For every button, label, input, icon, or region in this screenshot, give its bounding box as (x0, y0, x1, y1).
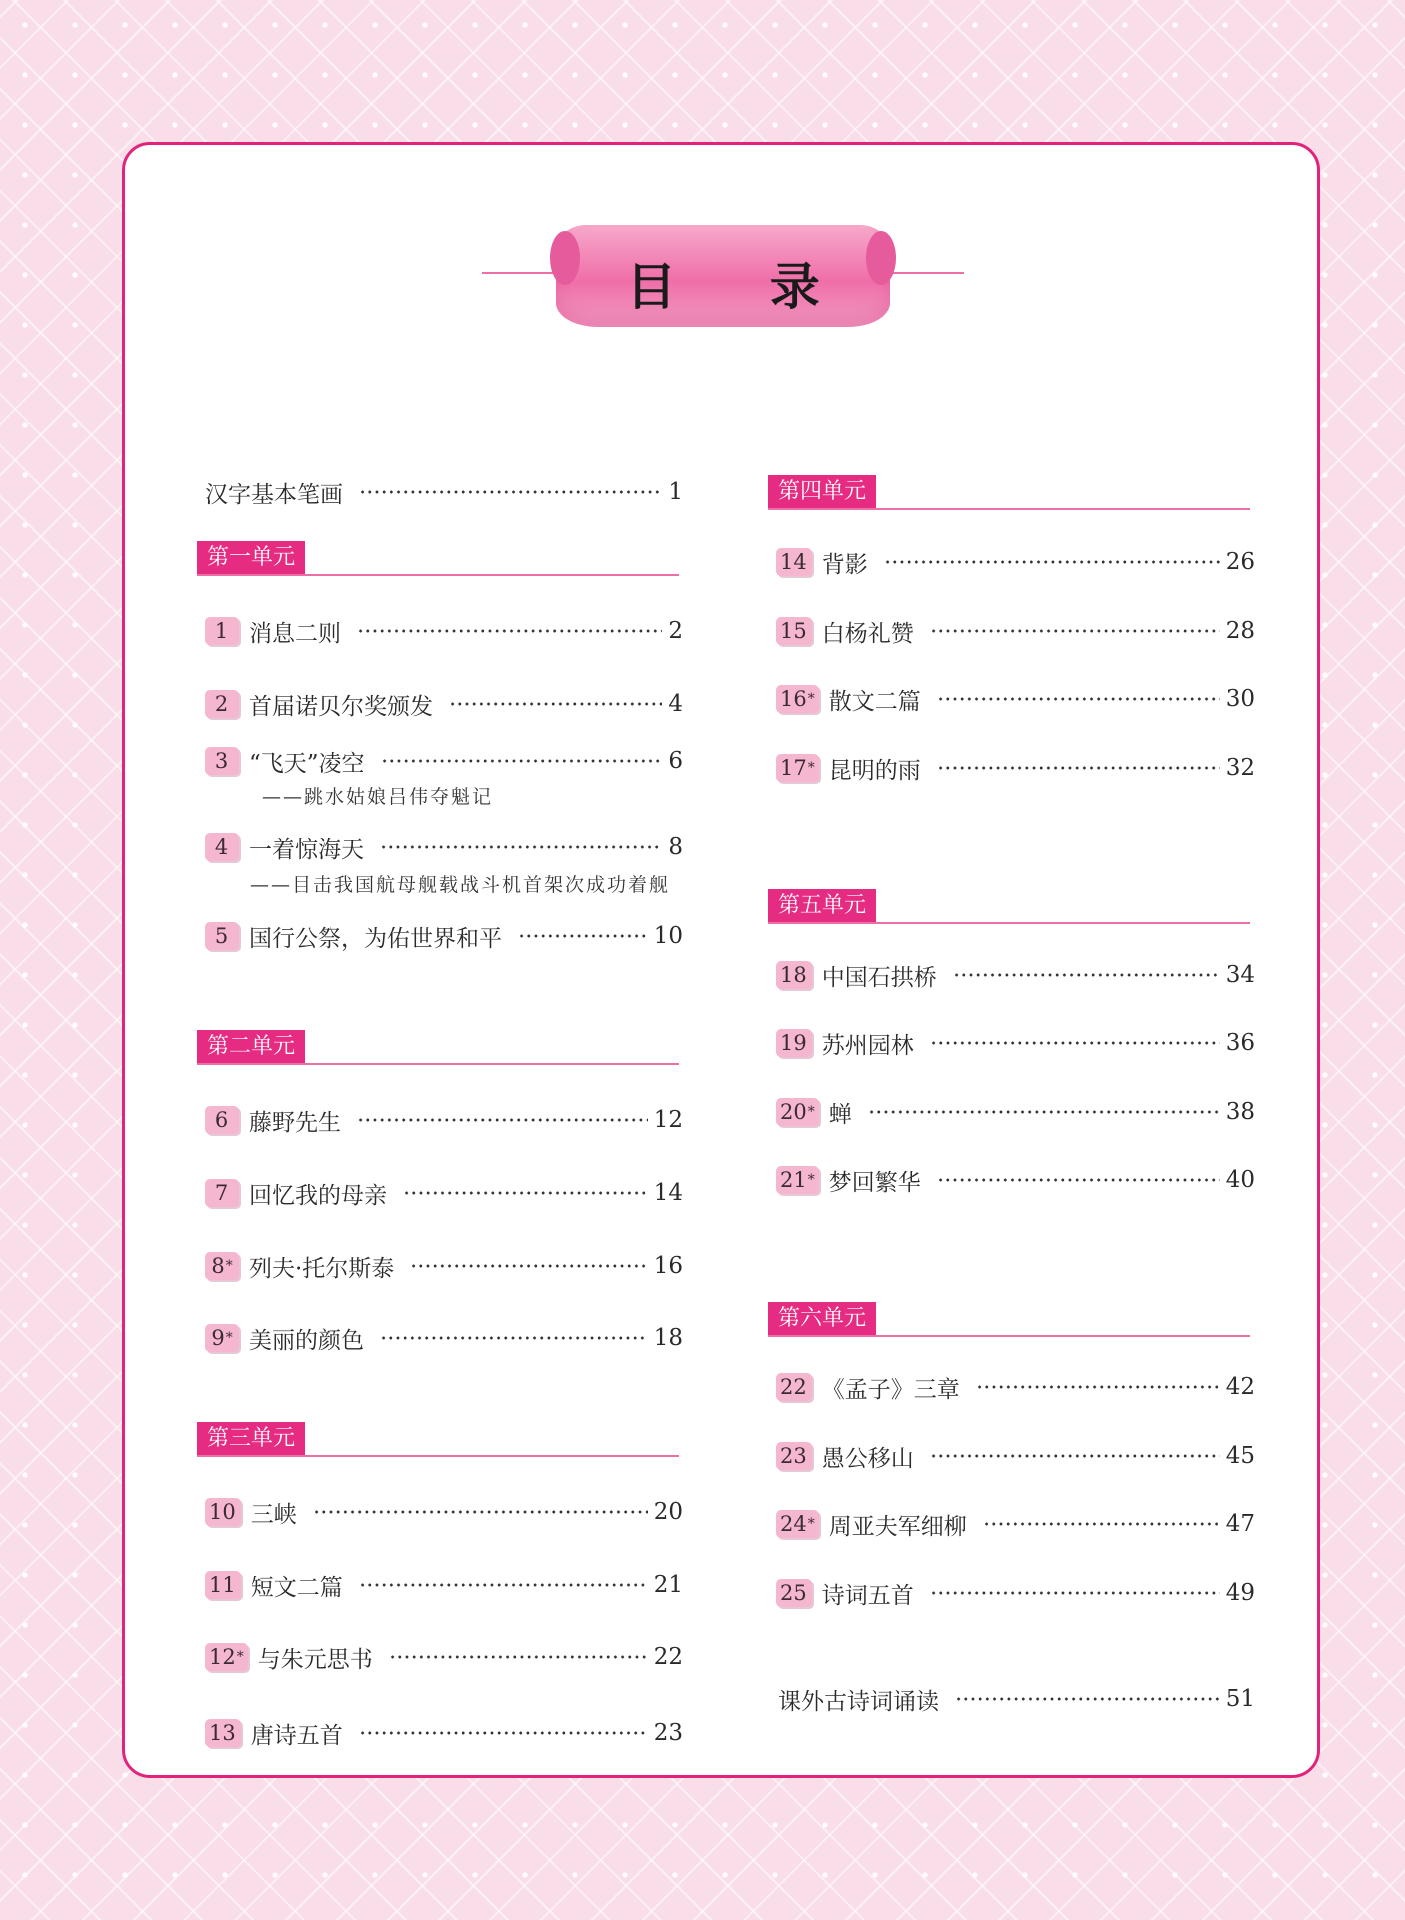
entry-title: 汉字基本笔画 (205, 481, 343, 508)
leader-dots (381, 759, 663, 763)
entry-page: 34 (1225, 962, 1255, 988)
entry-page: 51 (1225, 1686, 1255, 1712)
entry-title: 美丽的颜色 (249, 1327, 364, 1354)
entry-page: 40 (1225, 1167, 1255, 1193)
entry-page: 1 (668, 479, 683, 505)
entry-title: 愚公移山 (821, 1445, 914, 1472)
entry-title: 白杨礼赞 (821, 620, 914, 647)
toc-entry[interactable] (776, 1438, 1255, 1474)
leader-dots (313, 1510, 648, 1514)
unit-rule (768, 1335, 1250, 1337)
lesson-number-badge: 2 (205, 690, 239, 718)
entry-page: 21 (653, 1572, 683, 1598)
leader-dots (884, 560, 1220, 564)
lesson-number-badge: 14 (776, 548, 812, 576)
unit-label: 第五单元 (768, 889, 876, 923)
unit-label: 第六单元 (768, 1302, 876, 1336)
leader-dots (930, 1041, 1220, 1045)
unit-label: 第三单元 (197, 1422, 305, 1456)
toc-entry[interactable] (776, 1575, 1255, 1611)
lesson-number-badge: 18 (776, 961, 812, 989)
toc-entry[interactable] (205, 1102, 683, 1138)
lesson-number-badge: 4 (205, 833, 239, 861)
unit-label: 第四单元 (768, 475, 876, 509)
entry-title: 《孟子》三章 (821, 1376, 960, 1403)
unit-rule (197, 1455, 679, 1457)
toc-entry[interactable] (205, 686, 683, 722)
entry-page: 26 (1225, 549, 1255, 575)
unit-heading-4 (768, 475, 1250, 509)
entry-page: 18 (653, 1325, 683, 1351)
entry-title: 消息二则 (249, 620, 341, 647)
entry-page: 23 (653, 1720, 683, 1746)
leader-dots (930, 1591, 1220, 1595)
entry-page: 42 (1225, 1374, 1255, 1400)
toc-entry[interactable] (776, 1506, 1255, 1542)
unit-heading-1 (197, 541, 679, 575)
toc-entry-intro[interactable] (205, 474, 683, 510)
unit-heading-5 (768, 889, 1250, 923)
toc-entry[interactable] (205, 1175, 683, 1211)
toc-entry[interactable] (205, 743, 683, 779)
toc-entry[interactable] (776, 613, 1255, 649)
lesson-number-badge: 1 (205, 617, 239, 645)
leader-dots (518, 934, 648, 938)
lesson-number-badge: 7 (205, 1179, 239, 1207)
title-banner (482, 225, 964, 335)
entry-page: 47 (1225, 1511, 1255, 1537)
toc-entry[interactable] (205, 918, 683, 954)
entry-title: 苏州园林 (821, 1032, 914, 1059)
leader-dots (983, 1522, 1220, 1526)
entry-title: “飞天”凌空 (249, 750, 365, 777)
entry-page: 32 (1225, 755, 1255, 781)
unit-heading-6 (768, 1302, 1250, 1336)
entry-title: 梦回繁华 (828, 1169, 921, 1196)
entry-title: 三峡 (250, 1501, 297, 1528)
unit-heading-3 (197, 1422, 679, 1456)
toc-entry[interactable] (205, 613, 683, 649)
toc-entry[interactable] (776, 544, 1255, 580)
entry-title: 国行公祭，为佑世界和平 (249, 925, 502, 952)
toc-entry[interactable] (776, 1025, 1255, 1061)
lesson-number-badge: 22 (776, 1373, 812, 1401)
toc-entry[interactable] (205, 829, 683, 865)
leader-dots (359, 490, 662, 494)
lesson-number-badge: 3 (205, 747, 239, 775)
entry-title: 一着惊海天 (249, 836, 364, 863)
leader-dots (380, 845, 662, 849)
entry-page: 28 (1225, 618, 1255, 644)
entry-subtitle: ——跳水姑娘吕伟夺魁记 (262, 786, 494, 808)
leader-dots (357, 629, 662, 633)
toc-entry[interactable] (205, 1494, 683, 1530)
leader-dots (359, 1731, 648, 1735)
entry-title: 首届诺贝尔奖颁发 (249, 693, 433, 720)
leader-dots (937, 1178, 1220, 1182)
toc-entry[interactable] (205, 1639, 683, 1675)
leader-dots (868, 1110, 1220, 1114)
entry-page: 49 (1225, 1580, 1255, 1606)
unit-rule (197, 574, 679, 576)
unit-rule (768, 922, 1250, 924)
leader-dots (976, 1385, 1220, 1389)
lesson-number-badge: 17 * (776, 754, 819, 782)
leader-dots (937, 697, 1220, 701)
entry-page: 4 (668, 691, 683, 717)
unit-rule (768, 508, 1250, 510)
toc-entry[interactable] (205, 1567, 683, 1603)
toc-entry[interactable] (776, 1094, 1255, 1130)
entry-page: 38 (1225, 1099, 1255, 1125)
entry-page: 30 (1225, 686, 1255, 712)
lesson-number-badge: 25 (776, 1579, 812, 1607)
lesson-number-badge: 24 * (776, 1510, 819, 1538)
page-title: 目 录 (626, 258, 858, 316)
toc-entry[interactable] (776, 681, 1255, 717)
entry-title: 中国石拱桥 (821, 964, 937, 991)
leader-dots (930, 1454, 1220, 1458)
leader-dots (380, 1336, 648, 1340)
entry-title: 背影 (821, 551, 868, 578)
toc-entry[interactable] (776, 1369, 1255, 1405)
entry-title: 藤野先生 (249, 1109, 341, 1136)
entry-title: 短文二篇 (250, 1574, 343, 1601)
lesson-number-badge: 21 * (776, 1166, 819, 1194)
toc-entry[interactable] (205, 1715, 683, 1751)
lesson-number-badge: 16 * (776, 685, 819, 713)
entry-title: 课外古诗词诵读 (778, 1688, 939, 1715)
entry-title: 周亚夫军细柳 (828, 1513, 967, 1540)
entry-title: 诗词五首 (821, 1582, 914, 1609)
lesson-number-badge: 15 (776, 617, 812, 645)
entry-title: 散文二篇 (828, 688, 921, 715)
entry-page: 10 (653, 923, 683, 949)
entry-page: 36 (1225, 1030, 1255, 1056)
leader-dots (937, 766, 1220, 770)
leader-dots (357, 1118, 648, 1122)
toc-entry[interactable] (776, 1162, 1255, 1198)
lesson-number-badge: 12 * (205, 1643, 248, 1671)
toc-entry[interactable] (776, 957, 1255, 993)
entry-title: 列夫·托尔斯泰 (249, 1255, 395, 1282)
entry-title: 与朱元思书 (257, 1646, 373, 1673)
entry-page: 12 (653, 1107, 683, 1133)
entry-page: 6 (668, 748, 683, 774)
entry-title: 唐诗五首 (250, 1722, 343, 1749)
unit-rule (197, 1063, 679, 1065)
leader-dots (389, 1655, 648, 1659)
entry-title: 回忆我的母亲 (249, 1182, 387, 1209)
banner-line-right (890, 272, 964, 274)
lesson-number-badge: 19 (776, 1029, 812, 1057)
lesson-number-badge: 20 * (776, 1098, 819, 1126)
leader-dots (953, 973, 1220, 977)
leader-dots (955, 1697, 1220, 1701)
leader-dots (403, 1191, 648, 1195)
entry-subtitle: ——目击我国航母舰载战斗机首架次成功着舰 (250, 874, 671, 896)
toc-entry[interactable] (776, 750, 1255, 786)
toc-entry[interactable] (205, 1320, 683, 1356)
lesson-number-badge: 10 (205, 1498, 241, 1526)
unit-heading-2 (197, 1030, 679, 1064)
entry-page: 14 (653, 1180, 683, 1206)
lesson-number-badge: 11 (205, 1571, 241, 1599)
entry-page: 8 (668, 834, 683, 860)
leader-dots (410, 1264, 647, 1268)
leader-dots (930, 629, 1220, 633)
entry-page: 45 (1225, 1443, 1255, 1469)
leader-dots (359, 1583, 648, 1587)
entry-page: 20 (653, 1499, 683, 1525)
unit-label: 第二单元 (197, 1030, 305, 1064)
toc-entry-outro[interactable] (778, 1681, 1255, 1717)
lesson-number-badge: 6 (205, 1106, 239, 1134)
lesson-number-badge: 8 * (205, 1252, 239, 1280)
entry-title: 昆明的雨 (828, 757, 921, 784)
entry-page: 2 (668, 618, 683, 644)
leader-dots (449, 702, 662, 706)
toc-entry[interactable] (205, 1248, 683, 1284)
entry-page: 22 (653, 1644, 683, 1670)
entry-page: 16 (653, 1253, 683, 1279)
entry-title: 蝉 (828, 1101, 852, 1128)
lesson-number-badge: 9 * (205, 1324, 239, 1352)
unit-label: 第一单元 (197, 541, 305, 575)
lesson-number-badge: 5 (205, 922, 239, 950)
lesson-number-badge: 23 (776, 1442, 812, 1470)
lesson-number-badge: 13 (205, 1719, 241, 1747)
banner-line-left (482, 272, 556, 274)
